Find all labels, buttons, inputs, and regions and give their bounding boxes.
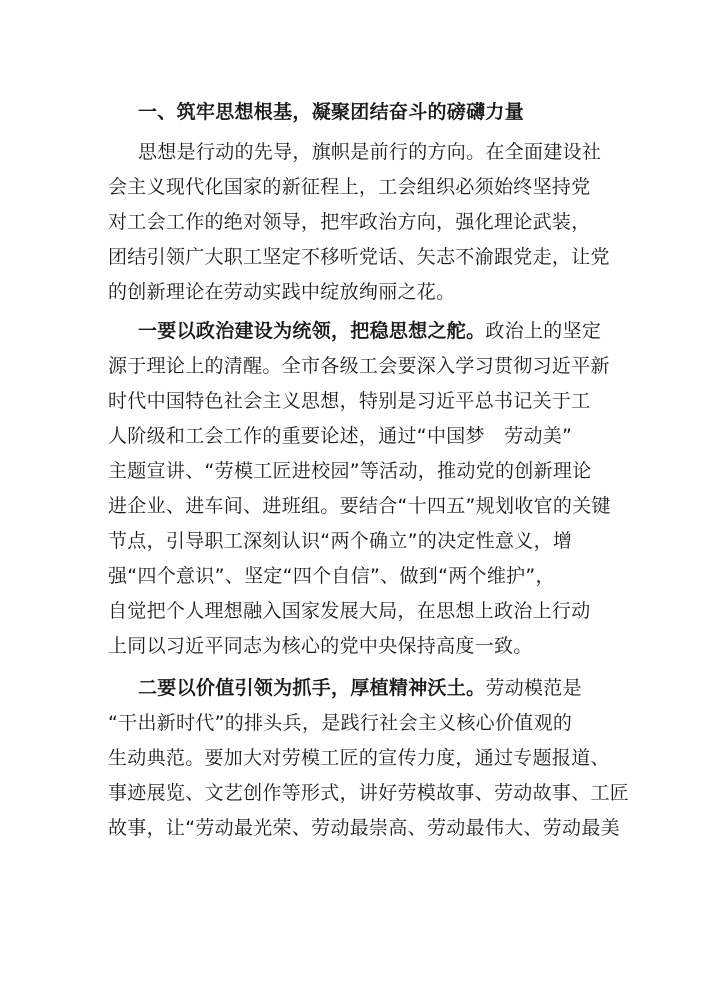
para2-line-7: 节点，引导职工深刻认识“两个确立”的决定性意义，增: [108, 530, 573, 552]
para3-line-1: [138, 675, 582, 701]
para2-line-6: 进企业、进车间、进班组。要结合“十四五”规划收官的关键: [108, 495, 611, 517]
para3-line-4: 事迹展览、文艺创作等形式，讲好劳模故事、劳动故事、工匠: [108, 782, 630, 804]
para2-line-1: [138, 318, 601, 344]
para1-line-3: 对工会工作的绝对领导，把牢政治方向，强化理论武装，: [108, 211, 591, 233]
para3-line-2: “干出新时代”的排头兵，是践行社会主义核心价值观的: [108, 712, 573, 734]
para2-line-2: 源于理论上的清醒。全市各级工会要深入学习贯彻习近平新: [108, 355, 610, 377]
para3-lead-rest: 劳动模范是: [485, 677, 582, 699]
para2-lead-rest: 政治上的坚定: [485, 320, 602, 342]
para3-line-3: 生动典范。要加大对劳模工匠的宣传力度，通过专题报道、: [108, 747, 610, 769]
section-heading: 一、筑牢思想根基，凝聚团结奋斗的磅礴力量: [138, 101, 525, 123]
para2-lead-bold: 一要以政治建设为统领，把稳思想之舵。: [138, 320, 486, 342]
para2-line-10: 上同以习近平同志为核心的党中央保持高度一致。: [108, 635, 533, 657]
para2-line-4: 人阶级和工会工作的重要论述，通过“中国梦 劳动美”: [108, 425, 573, 447]
para2-line-3: 时代中国特色社会主义思想，特别是习近平总书记关于工: [108, 390, 591, 412]
para2-line-5: 主题宣讲、“劳模工匠进校园”等活动，推动党的创新理论: [108, 460, 592, 482]
para1-line-4: 团结引领广大职工坚定不移听党话、矢志不渝跟党走，让党: [108, 246, 610, 268]
para2-line-9: 自觉把个人理想融入国家发展大局，在思想上政治上行动: [108, 600, 591, 622]
para2-line-8: 强“四个意识”、坚定“四个自信”、做到“两个维护”，: [108, 565, 555, 587]
para3-line-5: 故事，让“劳动最光荣、劳动最崇高、劳动最伟大、劳动最美: [108, 817, 620, 839]
para1-line-1: 思想是行动的先导，旗帜是前行的方向。在全面建设社: [138, 141, 602, 163]
para1-line-5: 的创新理论在劳动实践中绽放绚丽之花。: [108, 281, 456, 303]
para3-lead-bold: 二要以价值引领为抓手，厚植精神沃土。: [138, 677, 486, 699]
para1-line-2: 会主义现代化国家的新征程上，工会组织必须始终坚持党: [108, 176, 591, 198]
